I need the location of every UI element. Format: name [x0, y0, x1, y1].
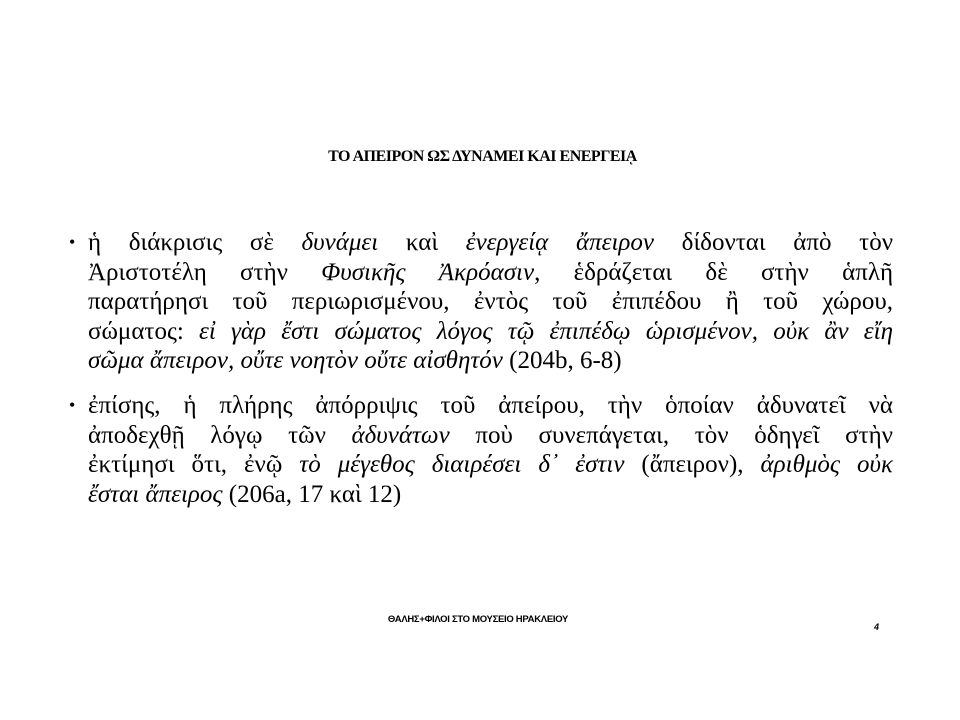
- slide-body: [69, 228, 894, 509]
- text-run: καὶ: [378, 229, 466, 256]
- slide-footer: ΘΑΛΗΣ+ΦΙΛΟΙ ΣΤΟ ΜΟΥΣΕΙΟ ΗΡΑΚΛΕΙΟΥ: [387, 614, 569, 625]
- text-run: ἐπίσης, ἡ πλήρης ἀπόρριψις τοῦ ἀπείρου, τὴν ὁποίαν ἀδυνατεῖ νὰ: [88, 392, 893, 419]
- bullet-line: [88, 346, 893, 376]
- bullet-line: [88, 258, 893, 288]
- emphasized-text: ἀδυνάτων: [351, 421, 450, 449]
- text-run: σώματος:: [88, 317, 200, 345]
- bullet-point: [69, 228, 894, 376]
- emphasized-text: σῶμα ἄπειρον, οὔτε νοητὸν οὔτε αἰσθητόν: [88, 347, 503, 374]
- text-run: ἀποδεχθῇ λόγῳ τῶν: [88, 421, 352, 449]
- emphasized-text: τὸ μέγεθος διαιρέσει δ᾽ ἐστιν: [299, 451, 625, 478]
- text-run: (206a, 17 καὶ 12): [222, 480, 402, 508]
- bullet-line: [88, 391, 893, 421]
- bullet-point: [69, 391, 894, 509]
- text-run: Ἀριστοτέλη στὴν: [88, 258, 322, 286]
- bullet-line: [88, 480, 893, 510]
- text-run: , ἑδράζεται δὲ στὴν ἁπλῆ: [534, 258, 894, 286]
- text-run: ἡ διάκρισις σὲ: [88, 229, 302, 256]
- page-number: 4: [874, 622, 880, 632]
- text-run: ποὺ συνεπάγεται, τὸν ὁδηγεῖ στὴν: [449, 421, 893, 449]
- text-run: δίδονται ἀπὸ τὸν: [654, 229, 894, 256]
- bullet-line: [88, 317, 893, 347]
- text-run: (ἄπειρον),: [624, 451, 761, 478]
- emphasized-text: ἔσται ἄπειρος: [88, 480, 223, 508]
- bullet-line: [88, 228, 893, 258]
- text-run: ἐκτίμησι ὅτι, ἐνῷ: [88, 451, 300, 478]
- text-run: (204b, 6-8): [502, 347, 622, 374]
- emphasized-text: εἰ γὰρ ἔστι σώματος λόγος τῷ ἐπιπέδῳ ὡρισμένον, οὐκ ἂν εἴη: [199, 317, 893, 345]
- bullet-symbol: •: [69, 395, 76, 415]
- bullet-symbol: •: [69, 232, 76, 252]
- bullet-line: [88, 450, 893, 480]
- emphasized-text: δυνάμει: [301, 229, 379, 256]
- emphasized-text: Φυσικῆς Ἀκρόασιν: [321, 258, 535, 286]
- emphasized-text: ἀριθμὸς οὐκ: [760, 451, 894, 478]
- bullet-line: [88, 287, 893, 317]
- emphasized-text: ἐνεργείᾳ ἄπειρον: [465, 229, 655, 256]
- slide-title: ΤΟ ΑΠΕΙΡΟΝ ΩΣ ΔΥΝΑΜΕΙ ΚΑΙ ΕΝΕΡΓΕΙᾼ: [328, 148, 637, 165]
- text-run: παρατήρησι τοῦ περιωρισμένου, ἐντὸς τοῦ ἐπιπέδου ἢ τοῦ χώρου,: [88, 288, 893, 315]
- bullet-line: [88, 421, 893, 451]
